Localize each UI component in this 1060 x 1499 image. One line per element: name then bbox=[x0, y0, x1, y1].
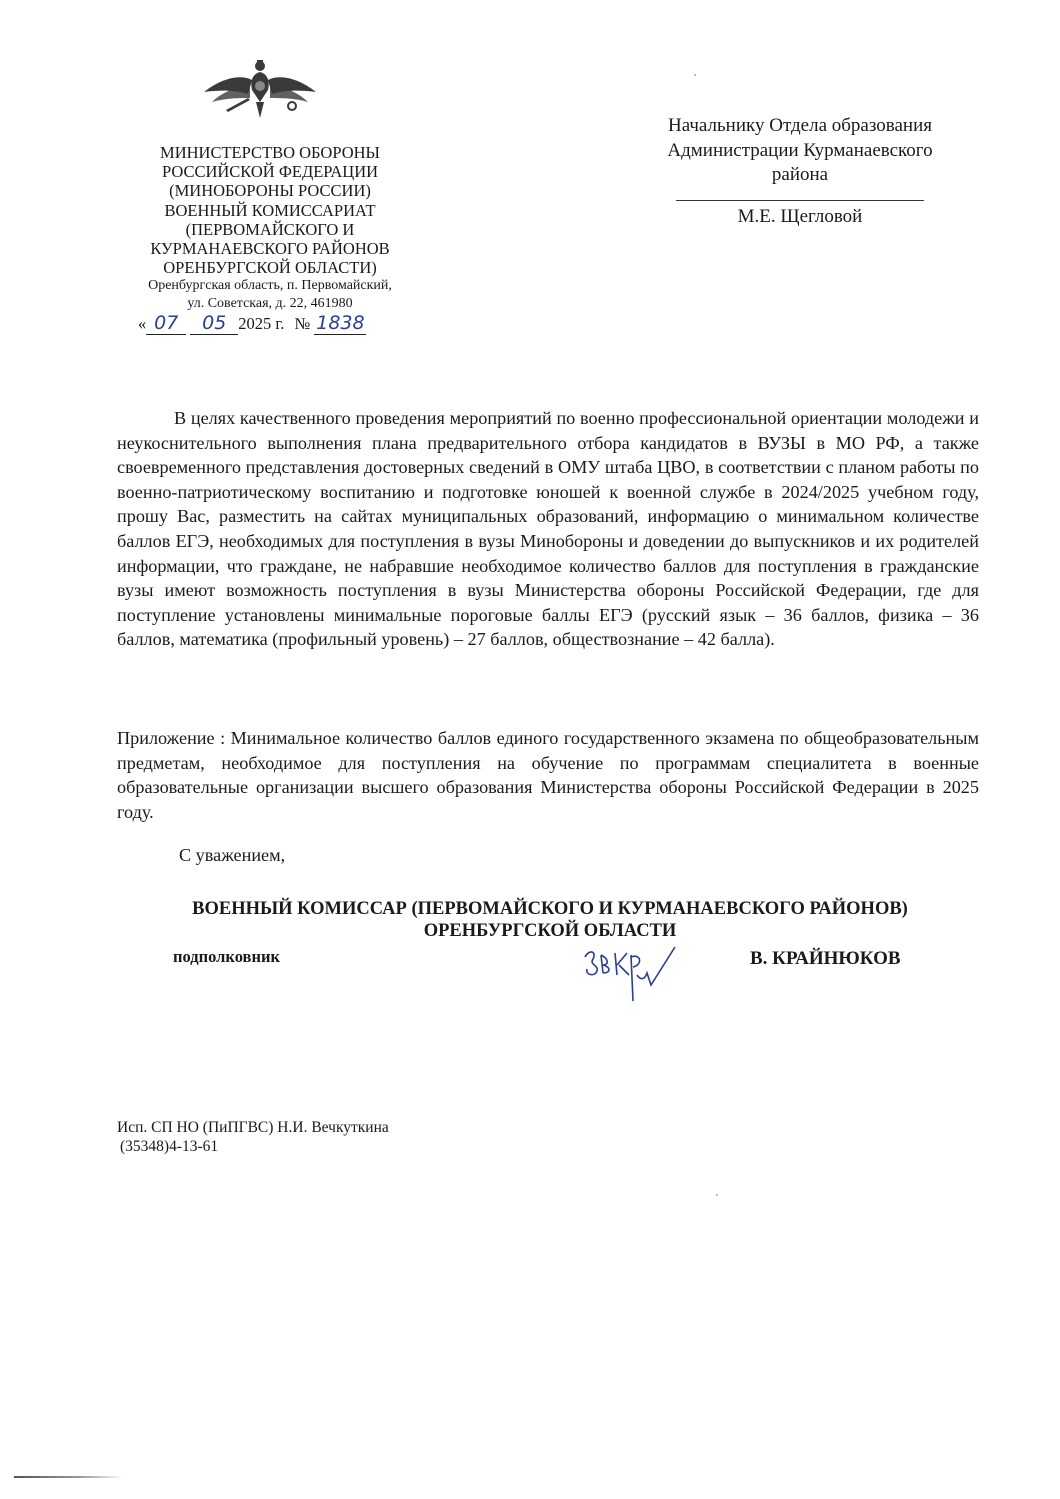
addressee-block bbox=[645, 114, 955, 229]
scan-speck bbox=[694, 74, 696, 76]
body-paragraph-main: В целях качественного проведения мероприятий по военно профессиональной ориентации молодежи и неукоснительного выполнения плана предварительного отбора кандидатов в ВУЗЫ в МО РФ, а также своевременного представления достоверных сведений в ОМУ штаба ЦВО, в соответствии с планом работы по военно-патриотическому воспитанию и подготовке юношей к военной службе в 2024/2025 учебном году, прошу Вас, разместить на сайтах муниципальных образований, информацию о минимальном количестве баллов ЕГЭ, необходимых для поступления в вузы Минобороны и доведении до выпускников и их родителей информации, что граждане, не набравшие необходимое количество баллов для поступления в гражданские вузы имеют возможность поступления в вузы Министерства обороны Российской Федерации, где для поступление установлены минимальные пороговые баллы ЕГЭ (русский язык – 36 баллов, физика – 36 баллов, математика (профильный уровень) – 27 баллов, обществознание – 42 балла). bbox=[117, 408, 979, 650]
executor-block bbox=[117, 1118, 389, 1156]
registration-number: 1838 bbox=[316, 312, 365, 334]
addressee-name: М.Е. Щегловой bbox=[737, 205, 863, 227]
org-line: РОССИЙСКОЙ ФЕДЕРАЦИИ bbox=[161, 162, 379, 182]
regards-text: С уважением, bbox=[179, 845, 286, 865]
organization-block bbox=[110, 143, 430, 313]
signatory-name: В. КРАЙНЮКОВ bbox=[750, 948, 901, 969]
registration-day: 07 bbox=[146, 312, 186, 335]
executor-phone: (35348)4-13-61 bbox=[120, 1138, 219, 1155]
signatory-title-line: ВОЕННЫЙ КОМИССАР (ПЕРВОМАЙСКОГО И КУРМАНАЕВСКОГО РАЙОНОВ) bbox=[192, 899, 908, 919]
registration-line bbox=[138, 312, 366, 335]
org-line: МИНИСТЕРСТВО ОБОРОНЫ bbox=[160, 143, 380, 162]
addressee-line: Администрации Курманаевского bbox=[667, 139, 933, 161]
org-address-line: ул. Советская, д. 22, 461980 bbox=[187, 296, 353, 312]
signatory-title bbox=[120, 898, 980, 942]
signatory-rank: подполковник bbox=[173, 947, 280, 966]
org-line: (ПЕРВОМАЙСКОГО И bbox=[185, 219, 355, 239]
registration-month: 05 bbox=[190, 312, 238, 335]
org-address-line: Оренбургская область, п. Первомайский, bbox=[148, 278, 392, 294]
handwritten-signature bbox=[575, 935, 685, 1005]
org-line: ВОЕННЫЙ КОМИССАРИАТ bbox=[164, 200, 376, 220]
registration-year: 2025 г. bbox=[238, 314, 285, 333]
quote-open: « bbox=[138, 314, 147, 333]
addressee-line: Начальнику Отдела образования bbox=[667, 115, 932, 136]
scan-edge-line bbox=[14, 1476, 124, 1478]
org-line: ОРЕНБУРГСКОЙ ОБЛАСТИ) bbox=[163, 258, 377, 278]
executor-name: Исп. СП НО (ПиПГВС) Н.И. Вечкуткина bbox=[117, 1119, 389, 1136]
addressee-line: района bbox=[771, 164, 829, 185]
signatory-title-line: ОРЕНБУРГСКОЙ ОБЛАСТИ bbox=[423, 921, 677, 941]
org-line: (МИНОБОРОНЫ РОССИИ) bbox=[169, 181, 371, 201]
addressee-divider bbox=[676, 200, 924, 201]
org-line: КУРМАНАЕВСКОГО РАЙОНОВ bbox=[150, 239, 390, 259]
number-sign: № bbox=[294, 314, 311, 333]
eagle-emblem-icon bbox=[200, 58, 320, 120]
scan-speck bbox=[716, 1194, 718, 1196]
body-paragraph-attachment: Приложение : Минимальное количество баллов единого государственного экзамена по общеобразовательным предметам, необходимое для поступления на обучение по программам специалитета в военные образовательные организации высшего образования Министерства обороны Российской Федерации в 2025 году. bbox=[117, 728, 979, 822]
